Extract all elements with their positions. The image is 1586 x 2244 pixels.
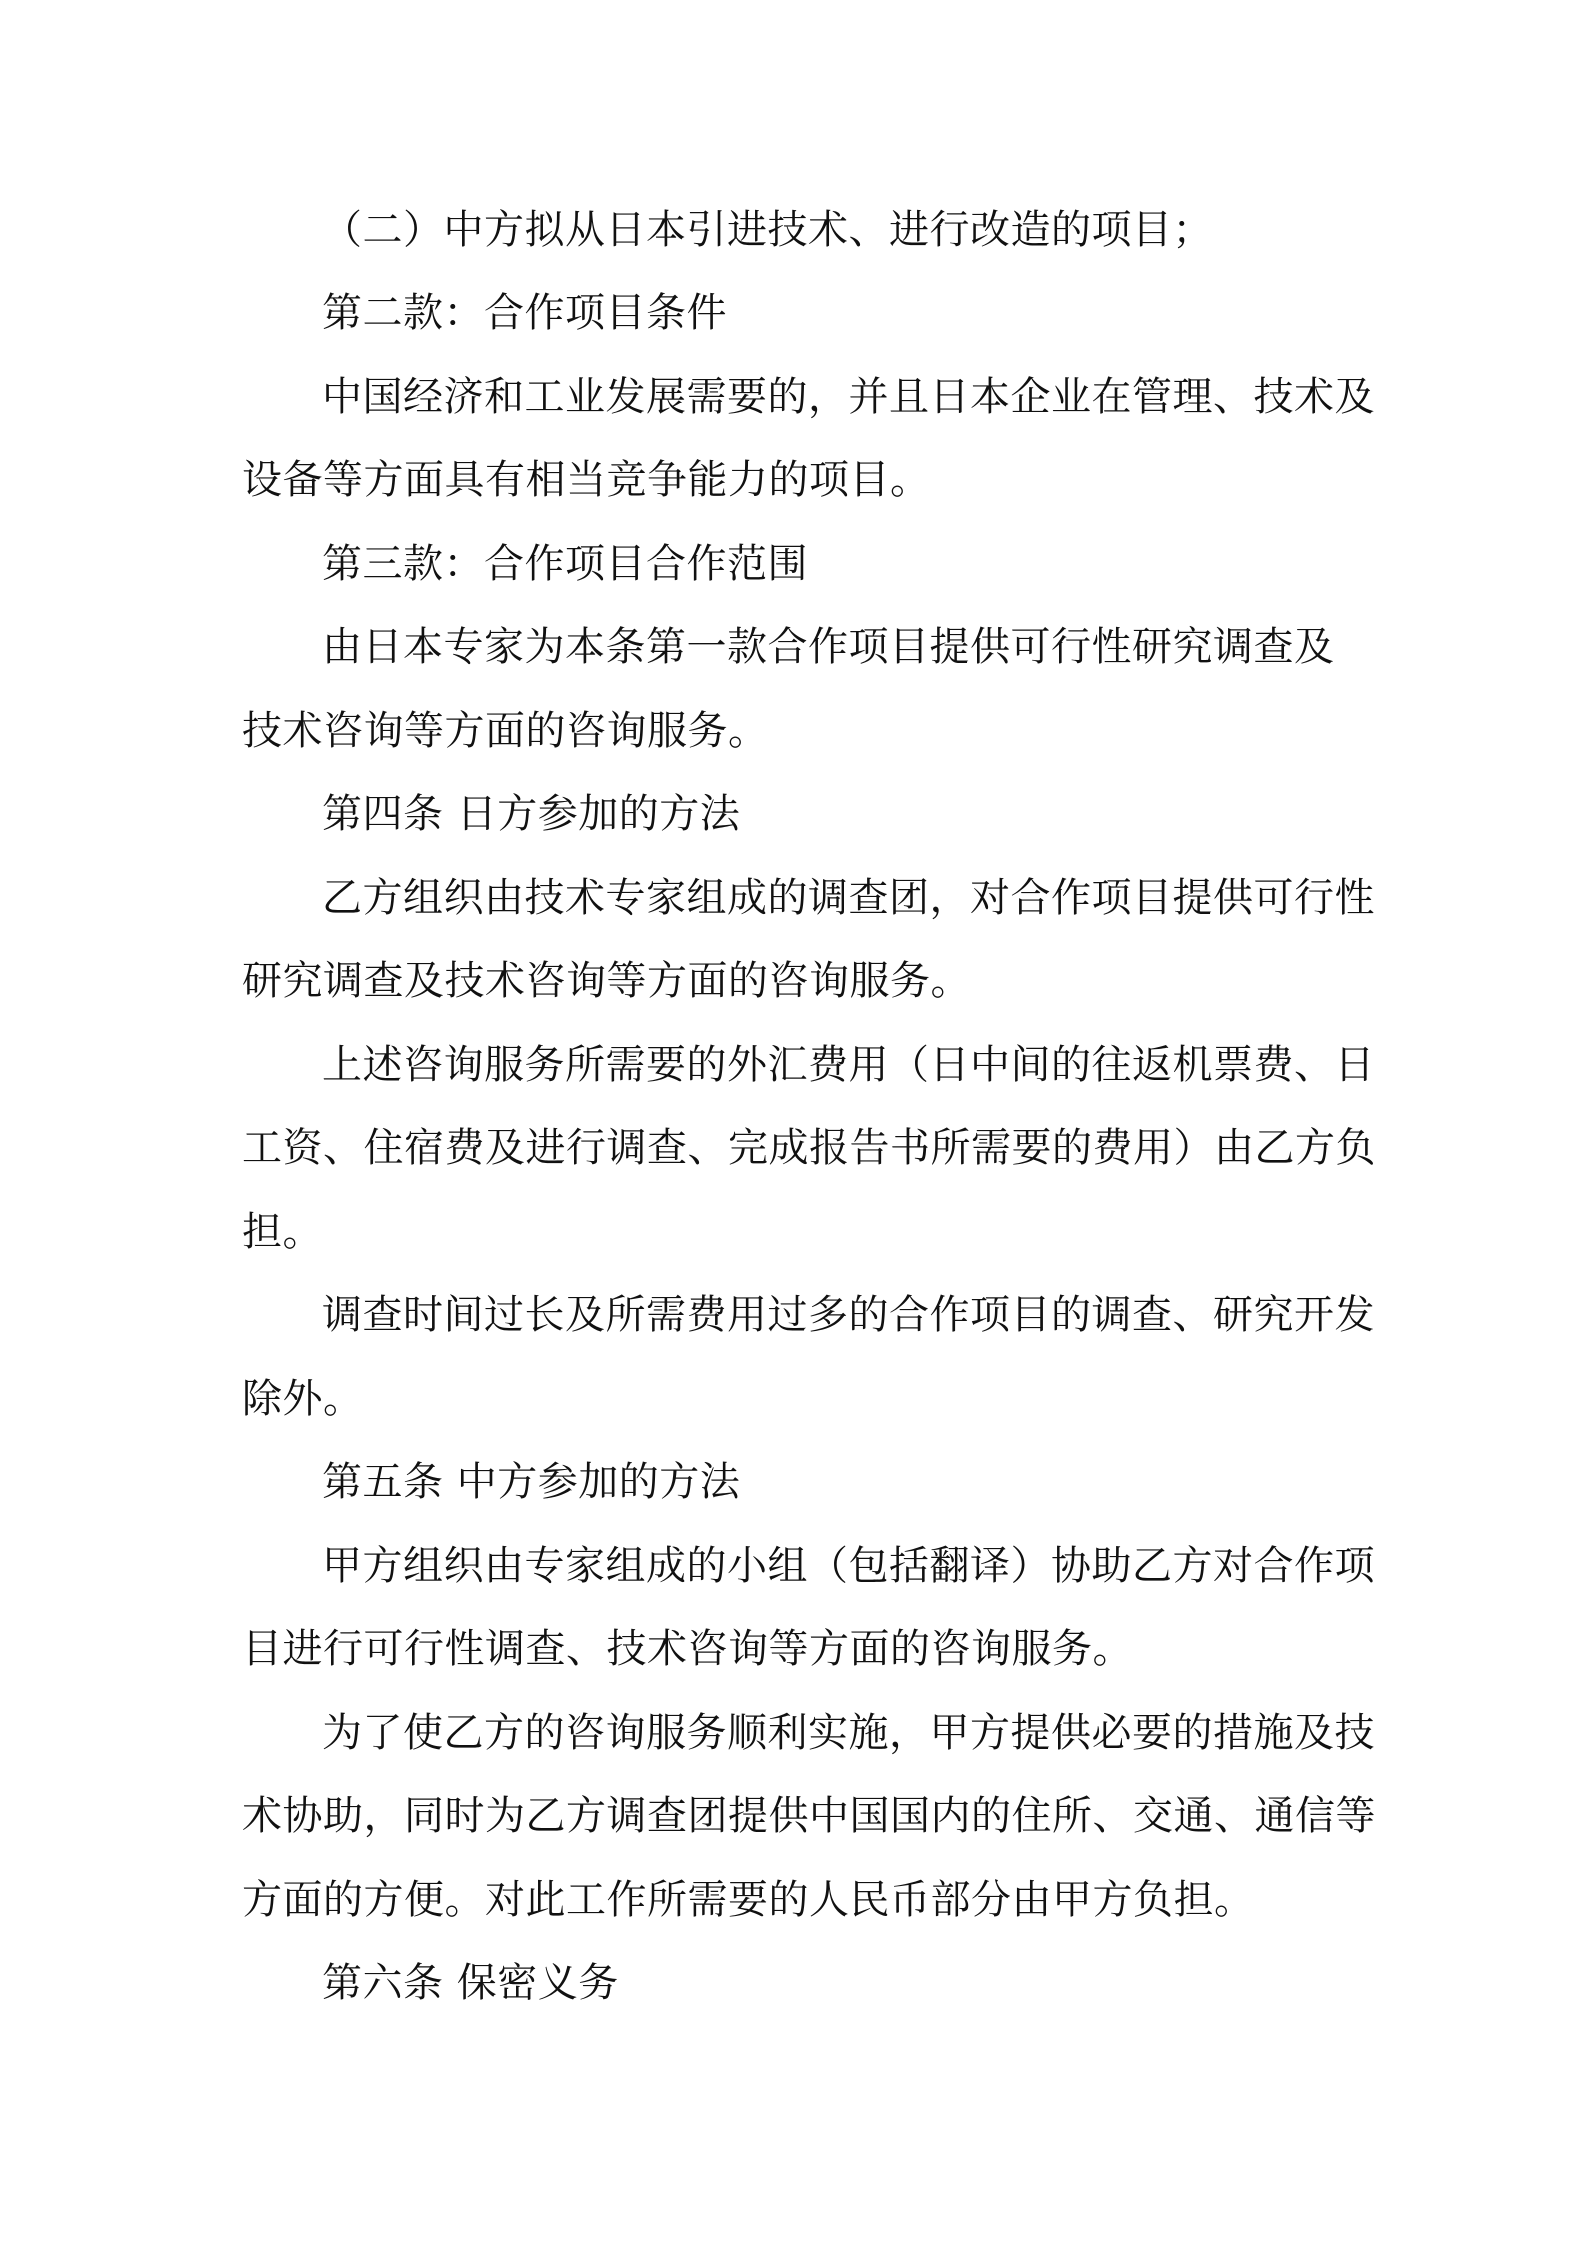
paragraph-line: 担。 [242, 1209, 323, 1255]
paragraph-line: 除外。 [242, 1376, 364, 1422]
paragraph-line: 上述咨询服务所需要的外汇费用（日中间的往返机票费、日 [322, 1042, 1375, 1088]
clause-heading: 第二款：合作项目条件 [322, 290, 727, 336]
paragraph-line: 研究调查及技术咨询等方面的咨询服务。 [242, 958, 971, 1004]
paragraph-line: 乙方组织由技术专家组成的调查团，对合作项目提供可行性 [322, 875, 1375, 921]
article-heading: 第六条 保密义务 [322, 1960, 619, 2006]
paragraph-line: 方面的方便。对此工作所需要的人民币部分由甲方负担。 [242, 1877, 1255, 1923]
article-heading: 第四条 日方参加的方法 [322, 791, 741, 837]
paragraph-line: 中国经济和工业发展需要的，并且日本企业在管理、技术及 [322, 374, 1375, 420]
article-heading: 第五条 中方参加的方法 [322, 1459, 741, 1505]
paragraph-line: 技术咨询等方面的咨询服务。 [242, 708, 769, 754]
paragraph-line: 工资、住宿费及进行调查、完成报告书所需要的费用）由乙方负 [242, 1125, 1376, 1171]
paragraph-line: 调查时间过长及所需费用过多的合作项目的调查、研究开发 [322, 1292, 1375, 1338]
paragraph-line: 由日本专家为本条第一款合作项目提供可行性研究调查及 [322, 624, 1335, 670]
paragraph-line: 甲方组织由专家组成的小组（包括翻译）协助乙方对合作项 [322, 1543, 1375, 1589]
paragraph-line: 设备等方面具有相当竞争能力的项目。 [242, 457, 931, 503]
clause-heading: 第三款：合作项目合作范围 [322, 541, 808, 587]
paragraph-line: 目进行可行性调查、技术咨询等方面的咨询服务。 [242, 1626, 1133, 1672]
paragraph-line: 为了使乙方的咨询服务顺利实施，甲方提供必要的措施及技 [322, 1710, 1375, 1756]
paragraph-line: （二）中方拟从日本引进技术、进行改造的项目； [322, 207, 1213, 253]
paragraph-line: 术协助，同时为乙方调查团提供中国国内的住所、交通、通信等 [242, 1793, 1376, 1839]
